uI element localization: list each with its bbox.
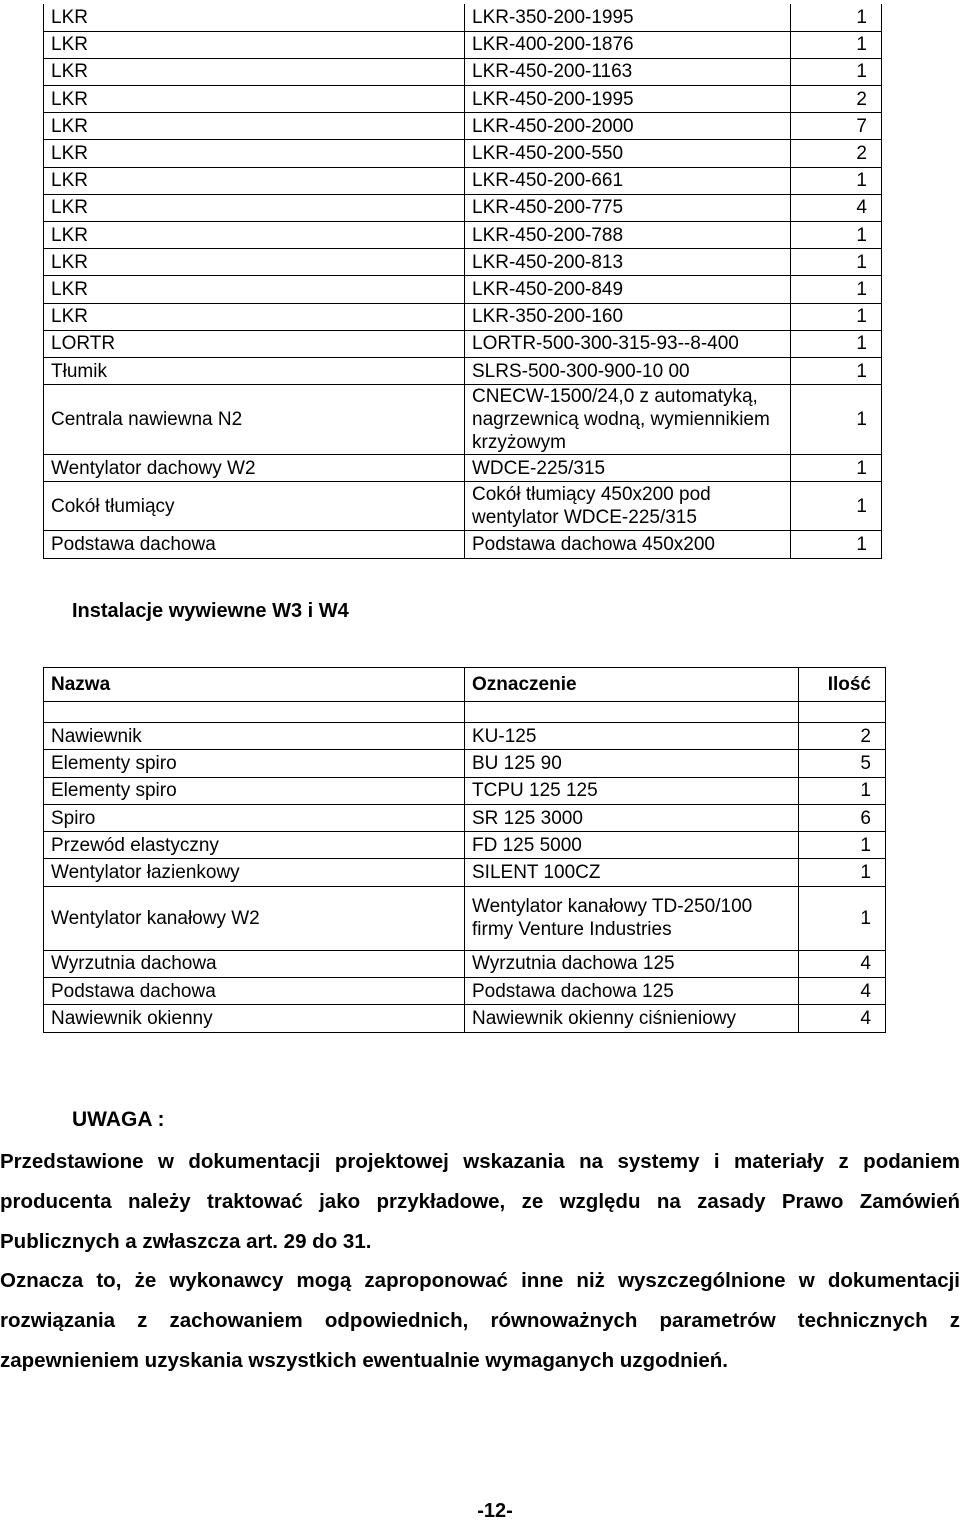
table-row [44,194,882,221]
cell-quantity: 1 [791,303,882,330]
cell-designation: LKR-350-200-160 [465,303,791,330]
cell-name: Nawiewnik [44,723,465,750]
cell-quantity: 1 [791,4,882,31]
cell-name: Nawiewnik okienny [44,1005,465,1032]
cell-name: Wentylator dachowy W2 [44,455,465,482]
cell-quantity: 4 [799,978,886,1005]
notice-paragraph: Przedstawione w dokumentacji projektowej wskazania na systemy i materiały z podaniem producenta należy traktować jako przykładowe, ze względu na zasady Prawo Zamówień Publicznych a zwłaszcza art. 29 do 31. [0,1150,960,1253]
cell-name: LKR [44,140,465,167]
header-quantity: Ilość [799,668,886,702]
cell-quantity: 1 [791,385,882,455]
cell-quantity: 1 [791,167,882,194]
table-row [44,886,886,950]
table-row [44,482,882,531]
cell-designation: LKR-450-200-775 [465,194,791,221]
cell-name: LKR [44,113,465,140]
table-row [44,113,882,140]
cell-designation: CNECW-1500/24,0 z automatyką, nagrzewnicą wodną, wymiennikiem krzyżowym [465,385,791,455]
table-row [44,978,886,1005]
table-row [44,330,882,357]
cell-name: LKR [44,194,465,221]
cell-designation: SILENT 100CZ [465,859,799,886]
table-row [44,750,886,777]
cell-designation: FD 125 5000 [465,832,799,859]
cell-name: Wyrzutnia dachowa [44,950,465,977]
table-row [44,58,882,85]
cell-quantity: 2 [799,723,886,750]
cell-name: LKR [44,86,465,113]
cell-quantity: 1 [791,330,882,357]
cell-quantity: 1 [791,222,882,249]
cell-name: LORTR [44,330,465,357]
spacer-cell [465,702,799,723]
table-row [44,859,886,886]
cell-name: LKR [44,249,465,276]
cell-name: Przewód elastyczny [44,832,465,859]
spacer-cell [799,702,886,723]
cell-name: Centrala nawiewna N2 [44,385,465,455]
cell-name: LKR [44,58,465,85]
cell-name: LKR [44,276,465,303]
cell-quantity: 4 [791,194,882,221]
table-row [44,249,882,276]
cell-name: Podstawa dachowa [44,531,465,558]
table-row [44,31,882,58]
cell-designation: Cokół tłumiący 450x200 pod wentylator WDCE-225/315 [465,482,791,531]
cell-designation: LKR-450-200-550 [465,140,791,167]
cell-quantity: 1 [799,886,886,950]
cell-designation: LKR-450-200-1995 [465,86,791,113]
table-row [44,140,882,167]
table-row [44,222,882,249]
table-row [44,777,886,804]
table-row [44,950,886,977]
cell-designation: BU 125 90 [465,750,799,777]
table-header-row [44,668,886,702]
equipment-table-supply [43,4,882,559]
cell-quantity: 4 [799,1005,886,1032]
cell-designation: KU-125 [465,723,799,750]
table-row [44,1005,886,1032]
cell-name: Wentylator łazienkowy [44,859,465,886]
cell-name: LKR [44,303,465,330]
cell-quantity: 2 [791,86,882,113]
cell-designation: Wyrzutnia dachowa 125 [465,950,799,977]
cell-name: Podstawa dachowa [44,978,465,1005]
cell-quantity: 1 [799,859,886,886]
table-row [44,723,886,750]
cell-quantity: 7 [791,113,882,140]
cell-designation: LKR-450-200-849 [465,276,791,303]
header-designation: Oznaczenie [465,668,799,702]
cell-quantity: 1 [791,31,882,58]
cell-quantity: 1 [791,58,882,85]
cell-name: Tłumik [44,357,465,384]
cell-designation: LKR-400-200-1876 [465,31,791,58]
cell-name: LKR [44,222,465,249]
cell-quantity: 1 [791,482,882,531]
table-row [44,276,882,303]
cell-designation: Wentylator kanałowy TD-250/100 firmy Venture Industries [465,886,799,950]
cell-name: Elementy spiro [44,777,465,804]
table-row [44,385,882,455]
cell-designation: Podstawa dachowa 125 [465,978,799,1005]
cell-quantity: 2 [791,140,882,167]
cell-designation: SLRS-500-300-900-10 00 [465,357,791,384]
spacer-cell [44,702,465,723]
table-row [44,167,882,194]
cell-name: Spiro [44,804,465,831]
cell-name: Wentylator kanałowy W2 [44,886,465,950]
cell-designation: WDCE-225/315 [465,455,791,482]
cell-designation: LKR-450-200-813 [465,249,791,276]
cell-designation: LKR-450-200-788 [465,222,791,249]
cell-designation: LKR-450-200-2000 [465,113,791,140]
cell-quantity: 4 [799,950,886,977]
cell-name: Cokół tłumiący [44,482,465,531]
cell-quantity: 6 [799,804,886,831]
cell-designation: SR 125 3000 [465,804,799,831]
page-number: -12- [477,1500,513,1522]
table-row [44,832,886,859]
cell-quantity: 1 [799,777,886,804]
table-row [44,4,882,31]
cell-name: LKR [44,31,465,58]
cell-quantity: 1 [799,832,886,859]
table-row [44,531,882,558]
cell-designation: TCPU 125 125 [465,777,799,804]
header-name: Nazwa [44,668,465,702]
table-row [44,804,886,831]
table-row [44,455,882,482]
cell-quantity: 5 [799,750,886,777]
cell-name: Elementy spiro [44,750,465,777]
cell-designation: LKR-350-200-1995 [465,4,791,31]
notice-title: UWAGA : [72,1108,165,1131]
cell-name: LKR [44,4,465,31]
table-spacer-row [44,702,886,723]
notice-paragraph: Oznacza to, że wykonawcy mogą zaproponować inne niż wyszczególnione w dokumentacji rozwiązania z zachowaniem odpowiednich, równoważnych parametrów technicznych z zapewnieniem uzyskania wszystkich ewentualnie wymaganych uzgodnień. [0,1269,960,1372]
table-row [44,86,882,113]
cell-quantity: 1 [791,249,882,276]
cell-name: LKR [44,167,465,194]
equipment-table-exhaust [43,667,886,1033]
cell-designation: Podstawa dachowa 450x200 [465,531,791,558]
cell-quantity: 1 [791,357,882,384]
cell-quantity: 1 [791,276,882,303]
cell-designation: LORTR-500-300-315-93--8-400 [465,330,791,357]
cell-designation: LKR-450-200-1163 [465,58,791,85]
table-row [44,357,882,384]
cell-quantity: 1 [791,455,882,482]
table-row [44,303,882,330]
cell-quantity: 1 [791,531,882,558]
cell-designation: LKR-450-200-661 [465,167,791,194]
cell-designation: Nawiewnik okienny ciśnieniowy [465,1005,799,1032]
section-heading: Instalacje wywiewne W3 i W4 [72,600,349,622]
